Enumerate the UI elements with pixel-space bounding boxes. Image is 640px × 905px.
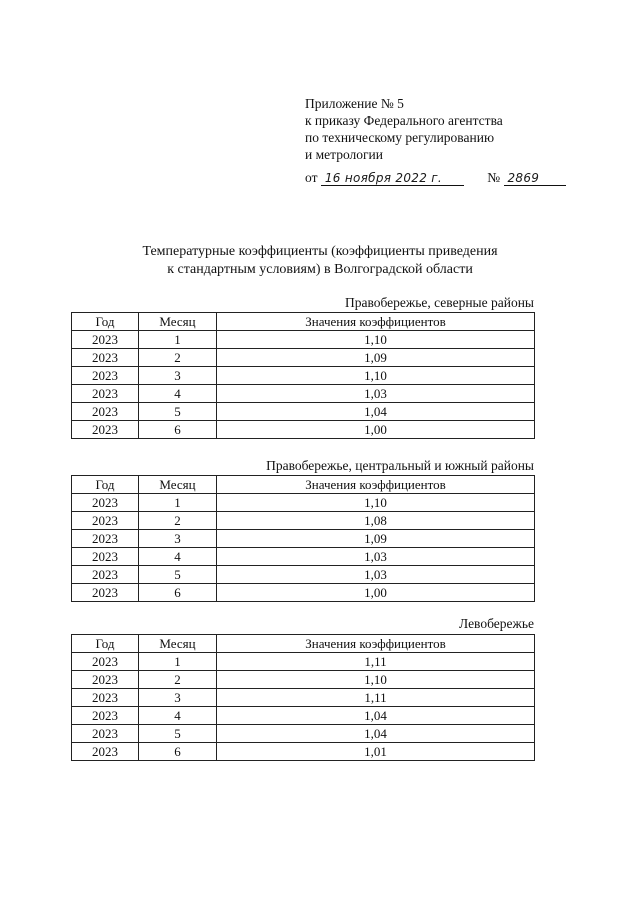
cell-year: 2023 xyxy=(72,494,139,512)
cell-year: 2023 xyxy=(72,548,139,566)
cell-year: 2023 xyxy=(72,743,139,761)
table-row xyxy=(72,671,535,689)
cell-value: 1,09 xyxy=(217,349,535,367)
cell-year: 2023 xyxy=(72,671,139,689)
cell-year: 2023 xyxy=(72,566,139,584)
cell-value: 1,04 xyxy=(217,403,535,421)
cell-value: 1,11 xyxy=(217,653,535,671)
order-reference xyxy=(305,170,566,186)
header-month: Месяц xyxy=(139,476,217,494)
coefficients-table-north xyxy=(71,312,535,439)
cell-month: 3 xyxy=(139,530,217,548)
header-year: Год xyxy=(72,313,139,331)
cell-month: 5 xyxy=(139,566,217,584)
header-values: Значения коэффициентов xyxy=(217,313,535,331)
section-caption-north: Правобережье, северные районы xyxy=(344,295,534,310)
coefficients-table-left-bank xyxy=(71,634,535,761)
table-row xyxy=(72,548,535,566)
header-values: Значения коэффициентов xyxy=(217,635,535,653)
cell-year: 2023 xyxy=(72,421,139,439)
cell-month: 5 xyxy=(139,725,217,743)
from-label: от xyxy=(305,170,318,185)
section-caption-central-south: Правобережье, центральный и южный районы xyxy=(266,458,534,473)
table-row xyxy=(72,421,535,439)
table-row xyxy=(72,349,535,367)
table-header-row xyxy=(72,313,535,331)
table-row xyxy=(72,707,535,725)
cell-year: 2023 xyxy=(72,689,139,707)
cell-month: 5 xyxy=(139,403,217,421)
appendix-header xyxy=(305,95,565,163)
header-month: Месяц xyxy=(139,635,217,653)
cell-value: 1,10 xyxy=(217,671,535,689)
cell-month: 6 xyxy=(139,743,217,761)
appendix-line: к приказу Федерального агентства xyxy=(305,113,503,128)
header-year: Год xyxy=(72,476,139,494)
table-header-row xyxy=(72,635,535,653)
document-title xyxy=(70,243,570,279)
cell-year: 2023 xyxy=(72,707,139,725)
section-caption-left-bank: Левобережье xyxy=(459,616,534,631)
cell-value: 1,04 xyxy=(217,707,535,725)
cell-value: 1,09 xyxy=(217,530,535,548)
cell-year: 2023 xyxy=(72,725,139,743)
cell-month: 2 xyxy=(139,671,217,689)
cell-value: 1,03 xyxy=(217,385,535,403)
coefficients-table-central-south xyxy=(71,475,535,602)
cell-year: 2023 xyxy=(72,530,139,548)
table-row xyxy=(72,385,535,403)
cell-month: 1 xyxy=(139,494,217,512)
order-date-field xyxy=(321,170,464,186)
table-row xyxy=(72,653,535,671)
cell-month: 1 xyxy=(139,653,217,671)
cell-month: 4 xyxy=(139,707,217,725)
table-row xyxy=(72,512,535,530)
cell-value: 1,04 xyxy=(217,725,535,743)
table-row xyxy=(72,566,535,584)
table-header-row xyxy=(72,476,535,494)
cell-year: 2023 xyxy=(72,367,139,385)
appendix-line: по техническому регулированию xyxy=(305,130,495,145)
cell-year: 2023 xyxy=(72,512,139,530)
order-number-field xyxy=(504,170,566,186)
order-date-handwritten: 16 ноября 2022 г. xyxy=(324,171,442,185)
cell-value: 1,11 xyxy=(217,689,535,707)
table-row xyxy=(72,743,535,761)
cell-value: 1,10 xyxy=(217,331,535,349)
table-row xyxy=(72,494,535,512)
table-row xyxy=(72,689,535,707)
table-row xyxy=(72,367,535,385)
cell-value: 1,00 xyxy=(217,584,535,602)
table-row xyxy=(72,331,535,349)
cell-value: 1,10 xyxy=(217,367,535,385)
order-number-handwritten: 2869 xyxy=(507,171,540,185)
header-year: Год xyxy=(72,635,139,653)
cell-year: 2023 xyxy=(72,403,139,421)
table-row xyxy=(72,530,535,548)
cell-year: 2023 xyxy=(72,584,139,602)
table-row xyxy=(72,725,535,743)
table-row xyxy=(72,403,535,421)
cell-month: 3 xyxy=(139,689,217,707)
cell-month: 2 xyxy=(139,512,217,530)
cell-value: 1,03 xyxy=(217,548,535,566)
header-month: Месяц xyxy=(139,313,217,331)
cell-value: 1,03 xyxy=(217,566,535,584)
cell-year: 2023 xyxy=(72,331,139,349)
cell-value: 1,00 xyxy=(217,421,535,439)
cell-year: 2023 xyxy=(72,653,139,671)
cell-value: 1,01 xyxy=(217,743,535,761)
cell-month: 6 xyxy=(139,421,217,439)
number-label: № xyxy=(487,170,501,185)
cell-year: 2023 xyxy=(72,385,139,403)
cell-value: 1,10 xyxy=(217,494,535,512)
title-line-2: к стандартным условиям) в Волгоградской области xyxy=(167,262,473,277)
cell-month: 3 xyxy=(139,367,217,385)
appendix-line: и метрологии xyxy=(305,147,383,162)
cell-year: 2023 xyxy=(72,349,139,367)
header-values: Значения коэффициентов xyxy=(217,476,535,494)
cell-month: 6 xyxy=(139,584,217,602)
cell-month: 4 xyxy=(139,385,217,403)
cell-value: 1,08 xyxy=(217,512,535,530)
cell-month: 4 xyxy=(139,548,217,566)
table-row xyxy=(72,584,535,602)
title-line-1: Температурные коэффициенты (коэффициенты приведения xyxy=(142,244,498,259)
appendix-line: Приложение № 5 xyxy=(305,96,404,111)
cell-month: 2 xyxy=(139,349,217,367)
cell-month: 1 xyxy=(139,331,217,349)
